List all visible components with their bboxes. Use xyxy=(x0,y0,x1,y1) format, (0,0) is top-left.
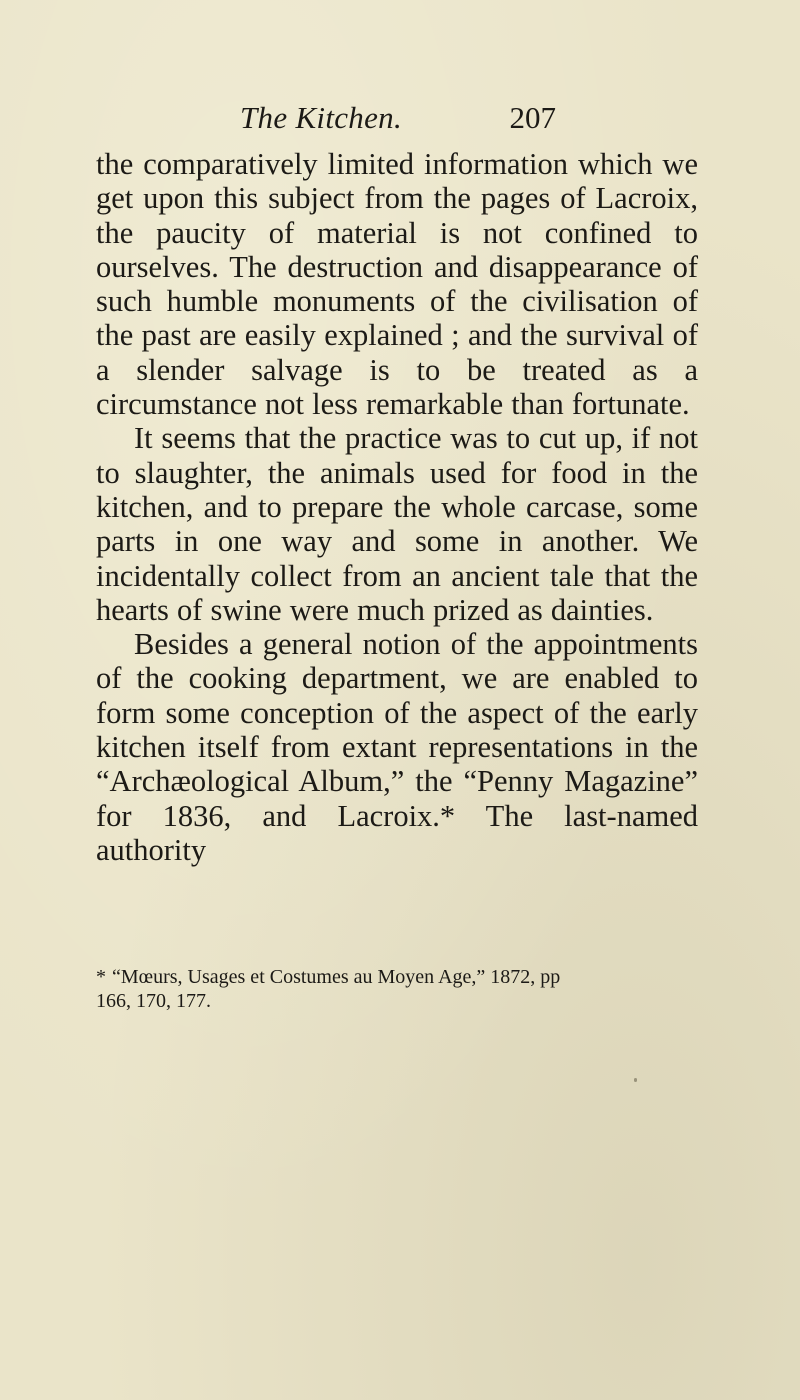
body-text xyxy=(96,147,698,867)
footnote-marker: * xyxy=(96,966,106,988)
footnote-line-2: 166, 170, 177. xyxy=(96,990,211,1012)
footnote xyxy=(96,965,698,1013)
page-number: 207 xyxy=(509,100,556,135)
running-title: The Kitchen. xyxy=(240,100,403,135)
page-header xyxy=(240,100,560,150)
paragraph-2: It seems that the practice was to cut up, if not to slaughter, the animals used for food in the kitchen, and to prepare the whole carcase, some parts in one way and some in another. We incidentally collect from an ancient tale that the hearts of swine were much prized as dainties. xyxy=(96,421,698,627)
paper-speck xyxy=(634,1078,637,1082)
paragraph-1: the comparatively limited information which we get upon this subject from the pages of Lacroix, the paucity of material is not confined to ourselves. The destruction and disappearance of such humble monuments of the civilisation of the past are easily explained ; and the survival of a slender salvage is to be treated as a circumstance not less remarkable than fortunate. xyxy=(96,147,698,422)
footnote-line-1 xyxy=(96,965,698,989)
paragraph-3: Besides a general notion of the appointments of the cooking department, we are enabled to form some conception of the aspect of the early kitchen itself from extant representations in the “Archæological Album,” the “Penny Magazine” for 1836, and Lacroix.* The last-named authority xyxy=(96,627,698,867)
footnote-citation: “Mœurs, Usages et Costumes au Moyen Age,” 1872, pp xyxy=(112,966,561,988)
